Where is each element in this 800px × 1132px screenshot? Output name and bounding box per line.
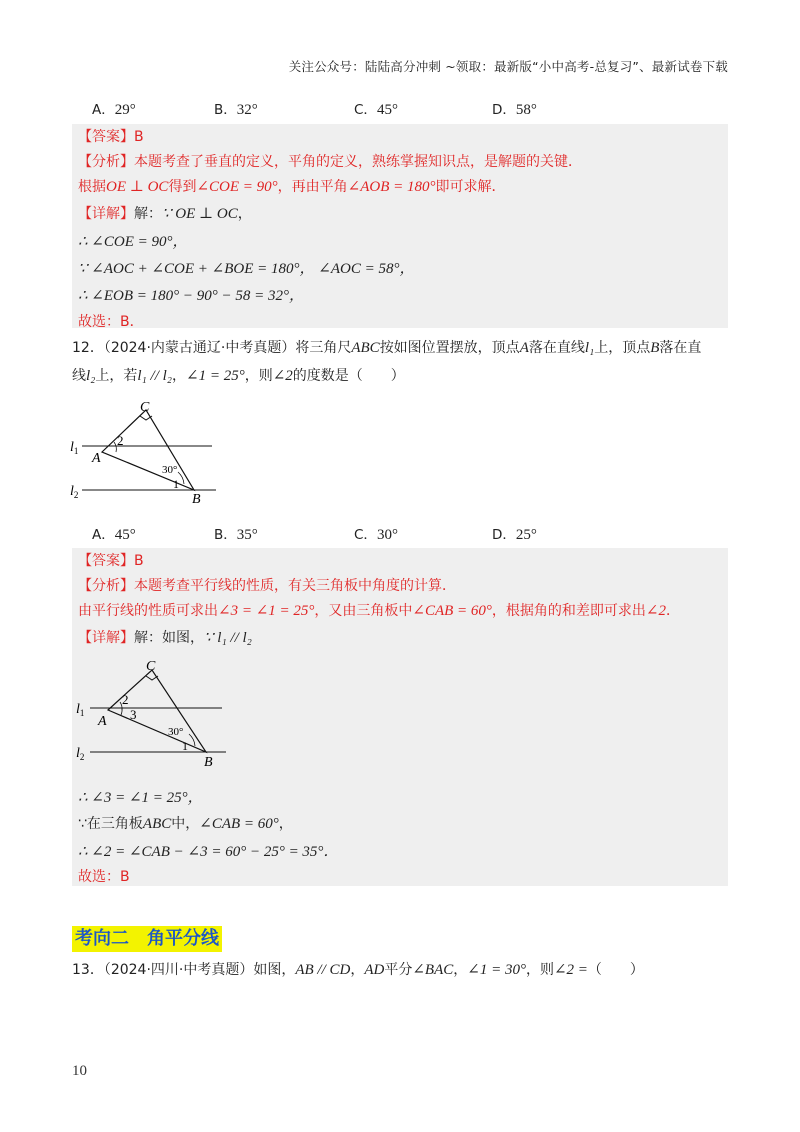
label-angle3: 3 bbox=[130, 707, 137, 722]
q11-answer: 【答案】B bbox=[78, 129, 144, 145]
q11-option-a[interactable]: A．29° bbox=[92, 102, 136, 118]
q11-detail: 【详解】解：∵ OE ⊥ OC， bbox=[78, 206, 252, 222]
q11-options bbox=[92, 98, 712, 120]
q12-step2: ∵在三角板ABC中，∠CAB = 60°， bbox=[78, 816, 293, 832]
q12-choose: 故选：B bbox=[78, 869, 130, 885]
label-c: C bbox=[140, 400, 150, 415]
q12-options bbox=[92, 523, 712, 545]
label-l1: $l_1$ bbox=[76, 702, 85, 718]
q11-choose: 故选：B． bbox=[78, 314, 144, 330]
q11-analysis-line2: 根据OE ⊥ OC得到∠COE = 90°，再由平角∠AOB = 180°即可求解． bbox=[78, 179, 506, 195]
label-angle1: 1 bbox=[173, 477, 179, 491]
q12-option-d[interactable]: D．25° bbox=[492, 527, 537, 543]
triangle-abc bbox=[108, 670, 206, 752]
label-l1: $l_1$ bbox=[70, 440, 79, 456]
label-a: A bbox=[98, 714, 107, 729]
triangle-abc bbox=[102, 410, 194, 490]
q12-figure bbox=[66, 396, 226, 511]
q12-step3: ∴ ∠2 = ∠CAB − ∠3 = 60° − 25° = 35°． bbox=[78, 844, 339, 860]
q12-option-c[interactable]: C．30° bbox=[354, 527, 398, 543]
label-l2: $l_2$ bbox=[70, 484, 79, 500]
label-30: 30° bbox=[168, 726, 184, 738]
label-30: 30° bbox=[162, 464, 178, 476]
q12-step1: ∴ ∠3 = ∠1 = 25°， bbox=[78, 790, 203, 806]
q11-option-b[interactable]: B．32° bbox=[214, 102, 258, 118]
q11-step1: ∴ ∠COE = 90°， bbox=[78, 234, 188, 250]
label-angle2: 2 bbox=[117, 433, 124, 448]
label-b: B bbox=[192, 492, 201, 507]
q11-analysis: 【分析】本题考查了垂直的定义，平角的定义，熟练掌握知识点，是解题的关键． bbox=[78, 154, 582, 170]
q12-answer: 【答案】B bbox=[78, 553, 144, 569]
section-heading: 考向二 角平分线 bbox=[72, 926, 222, 952]
q12-analysis-line2: 由平行线的性质可求出∠3 = ∠1 = 25°，又由三角板中∠CAB = 60°，根据角的和差即可求出∠2． bbox=[78, 603, 680, 619]
label-b: B bbox=[204, 755, 213, 770]
right-angle-mark bbox=[146, 676, 158, 680]
page-number: 10 bbox=[72, 1063, 87, 1079]
label-l2: $l_2$ bbox=[76, 746, 85, 762]
q12-answer-box bbox=[72, 548, 728, 886]
q12-question bbox=[72, 334, 732, 390]
label-angle2: 2 bbox=[122, 692, 129, 707]
q11-step2: ∵ ∠AOC + ∠COE + ∠BOE = 180°， ∠AOC = 58°， bbox=[78, 261, 415, 277]
q12-line1: 12．（2024·内蒙古通辽·中考真题）将三角尺ABC按如图位置摆放，顶点A落在直线l₁上，顶点B落在直 bbox=[72, 340, 702, 356]
q12-detail: 【详解】解：如图，∵ l₁ // l₂ bbox=[78, 630, 252, 646]
q11-step3: ∴ ∠EOB = 180° − 90° − 58 = 32°， bbox=[78, 288, 305, 304]
label-c: C bbox=[146, 659, 156, 674]
q11-option-c[interactable]: C．45° bbox=[354, 102, 398, 118]
q13-question: 13．（2024·四川·中考真题）如图，AB // CD，AD平分∠BAC，∠1 = 30°，则∠2 =（ ） bbox=[72, 962, 644, 978]
q12-analysis: 【分析】本题考查平行线的性质，有关三角板中角度的计算． bbox=[78, 578, 456, 594]
label-angle1: 1 bbox=[182, 739, 188, 753]
label-a: A bbox=[92, 451, 101, 466]
page-header: 关注公众号：陆陆高分冲刺 ~领取：最新版“小中高考-总复习”、最新试卷下载 bbox=[288, 59, 728, 74]
q12-line2: 线l₂上，若l₁ // l₂，∠1 = 25°，则∠2的度数是（ ） bbox=[72, 368, 405, 384]
q12-option-b[interactable]: B．35° bbox=[214, 527, 258, 543]
q12-detail-figure bbox=[72, 652, 242, 776]
q12-option-a[interactable]: A．45° bbox=[92, 527, 136, 543]
q11-option-d[interactable]: D．58° bbox=[492, 102, 537, 118]
q11-answer-box bbox=[72, 124, 728, 328]
